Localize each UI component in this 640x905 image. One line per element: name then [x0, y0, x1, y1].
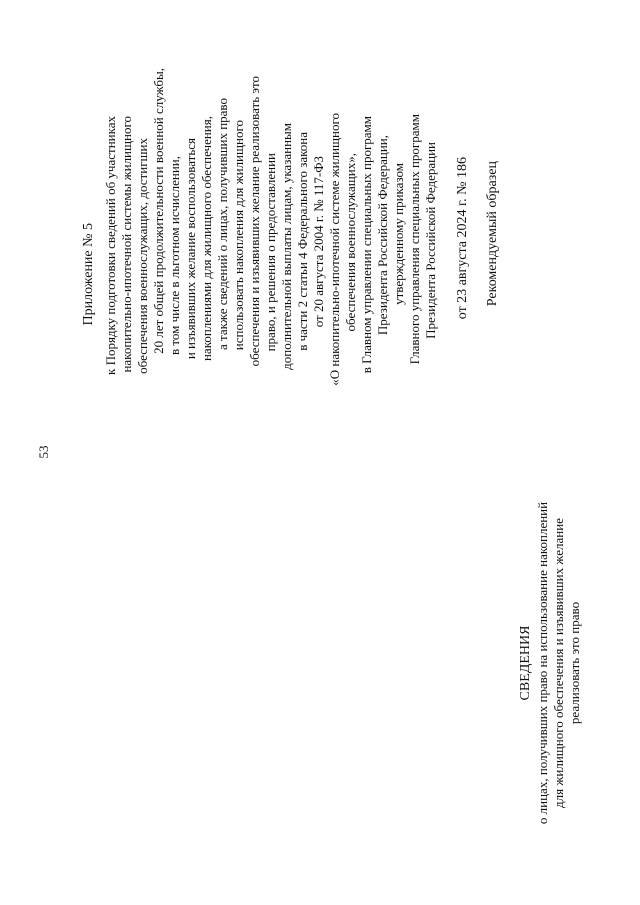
- appendix-line: накопительно-ипотечной системы жилищного: [119, 116, 134, 373]
- appendix-line: и изъявивших желание воспользоваться: [183, 138, 198, 360]
- appendix-line: «О накопительно-ипотечной системе жилищного: [327, 113, 342, 386]
- appendix-line: в Главном управлении специальных программ: [359, 116, 374, 374]
- appendix-line: использовать накопления для жилищного: [231, 120, 246, 351]
- appendix-line: обеспечения и изъявивших желание реализовать это: [247, 76, 262, 367]
- appendix-line: утвержденному приказом: [391, 163, 406, 305]
- appendix-line: Главного управления специальных программ: [407, 114, 422, 365]
- appendix-line: обеспечения военнослужащих, достигших: [135, 138, 150, 374]
- appendix-line: от 20 августа 2004 г. № 117-ФЗ: [311, 156, 326, 328]
- appendix-line: в части 2 статьи 4 Федерального закона: [295, 132, 310, 351]
- appendix-line: право, и решения о предоставлении: [263, 153, 278, 352]
- appendix-line: к Порядку подготовки сведений об участниках: [103, 116, 118, 375]
- appendix-line: накоплениями для жилищного обеспечения,: [199, 116, 214, 362]
- document-subtitle-line: для жилищного обеспечения и изъявивших желание: [551, 518, 566, 808]
- appendix-line: Президента Российской Федерации,: [375, 135, 390, 336]
- appendix-title: Приложение № 5: [81, 223, 96, 326]
- sample-note: Рекомендуемый образец: [485, 161, 500, 307]
- appendix-line: дополнительной выплаты лицам, указанным: [279, 123, 294, 370]
- appendix-line: Президента Российской Федерации: [423, 142, 438, 339]
- document-subtitle-line: реализовать это право: [567, 601, 582, 725]
- rotated-page-content: [67, 28, 587, 878]
- order-date: от 23 августа 2024 г. № 186: [455, 157, 470, 320]
- appendix-line: в том числе в льготном исчислении,: [167, 156, 182, 356]
- appendix-line: 20 лет общей продолжительности военной службы,: [151, 68, 166, 354]
- appendix-line: обеспечения военнослужащих»,: [343, 153, 358, 332]
- appendix-line: а также сведений о лицах, получивших право: [215, 98, 230, 351]
- document-title: СВЕДЕНИЯ: [518, 625, 533, 701]
- document-subtitle-line: о лицах, получивших право на использование накоплений: [535, 501, 550, 825]
- page-number: 53: [36, 445, 51, 459]
